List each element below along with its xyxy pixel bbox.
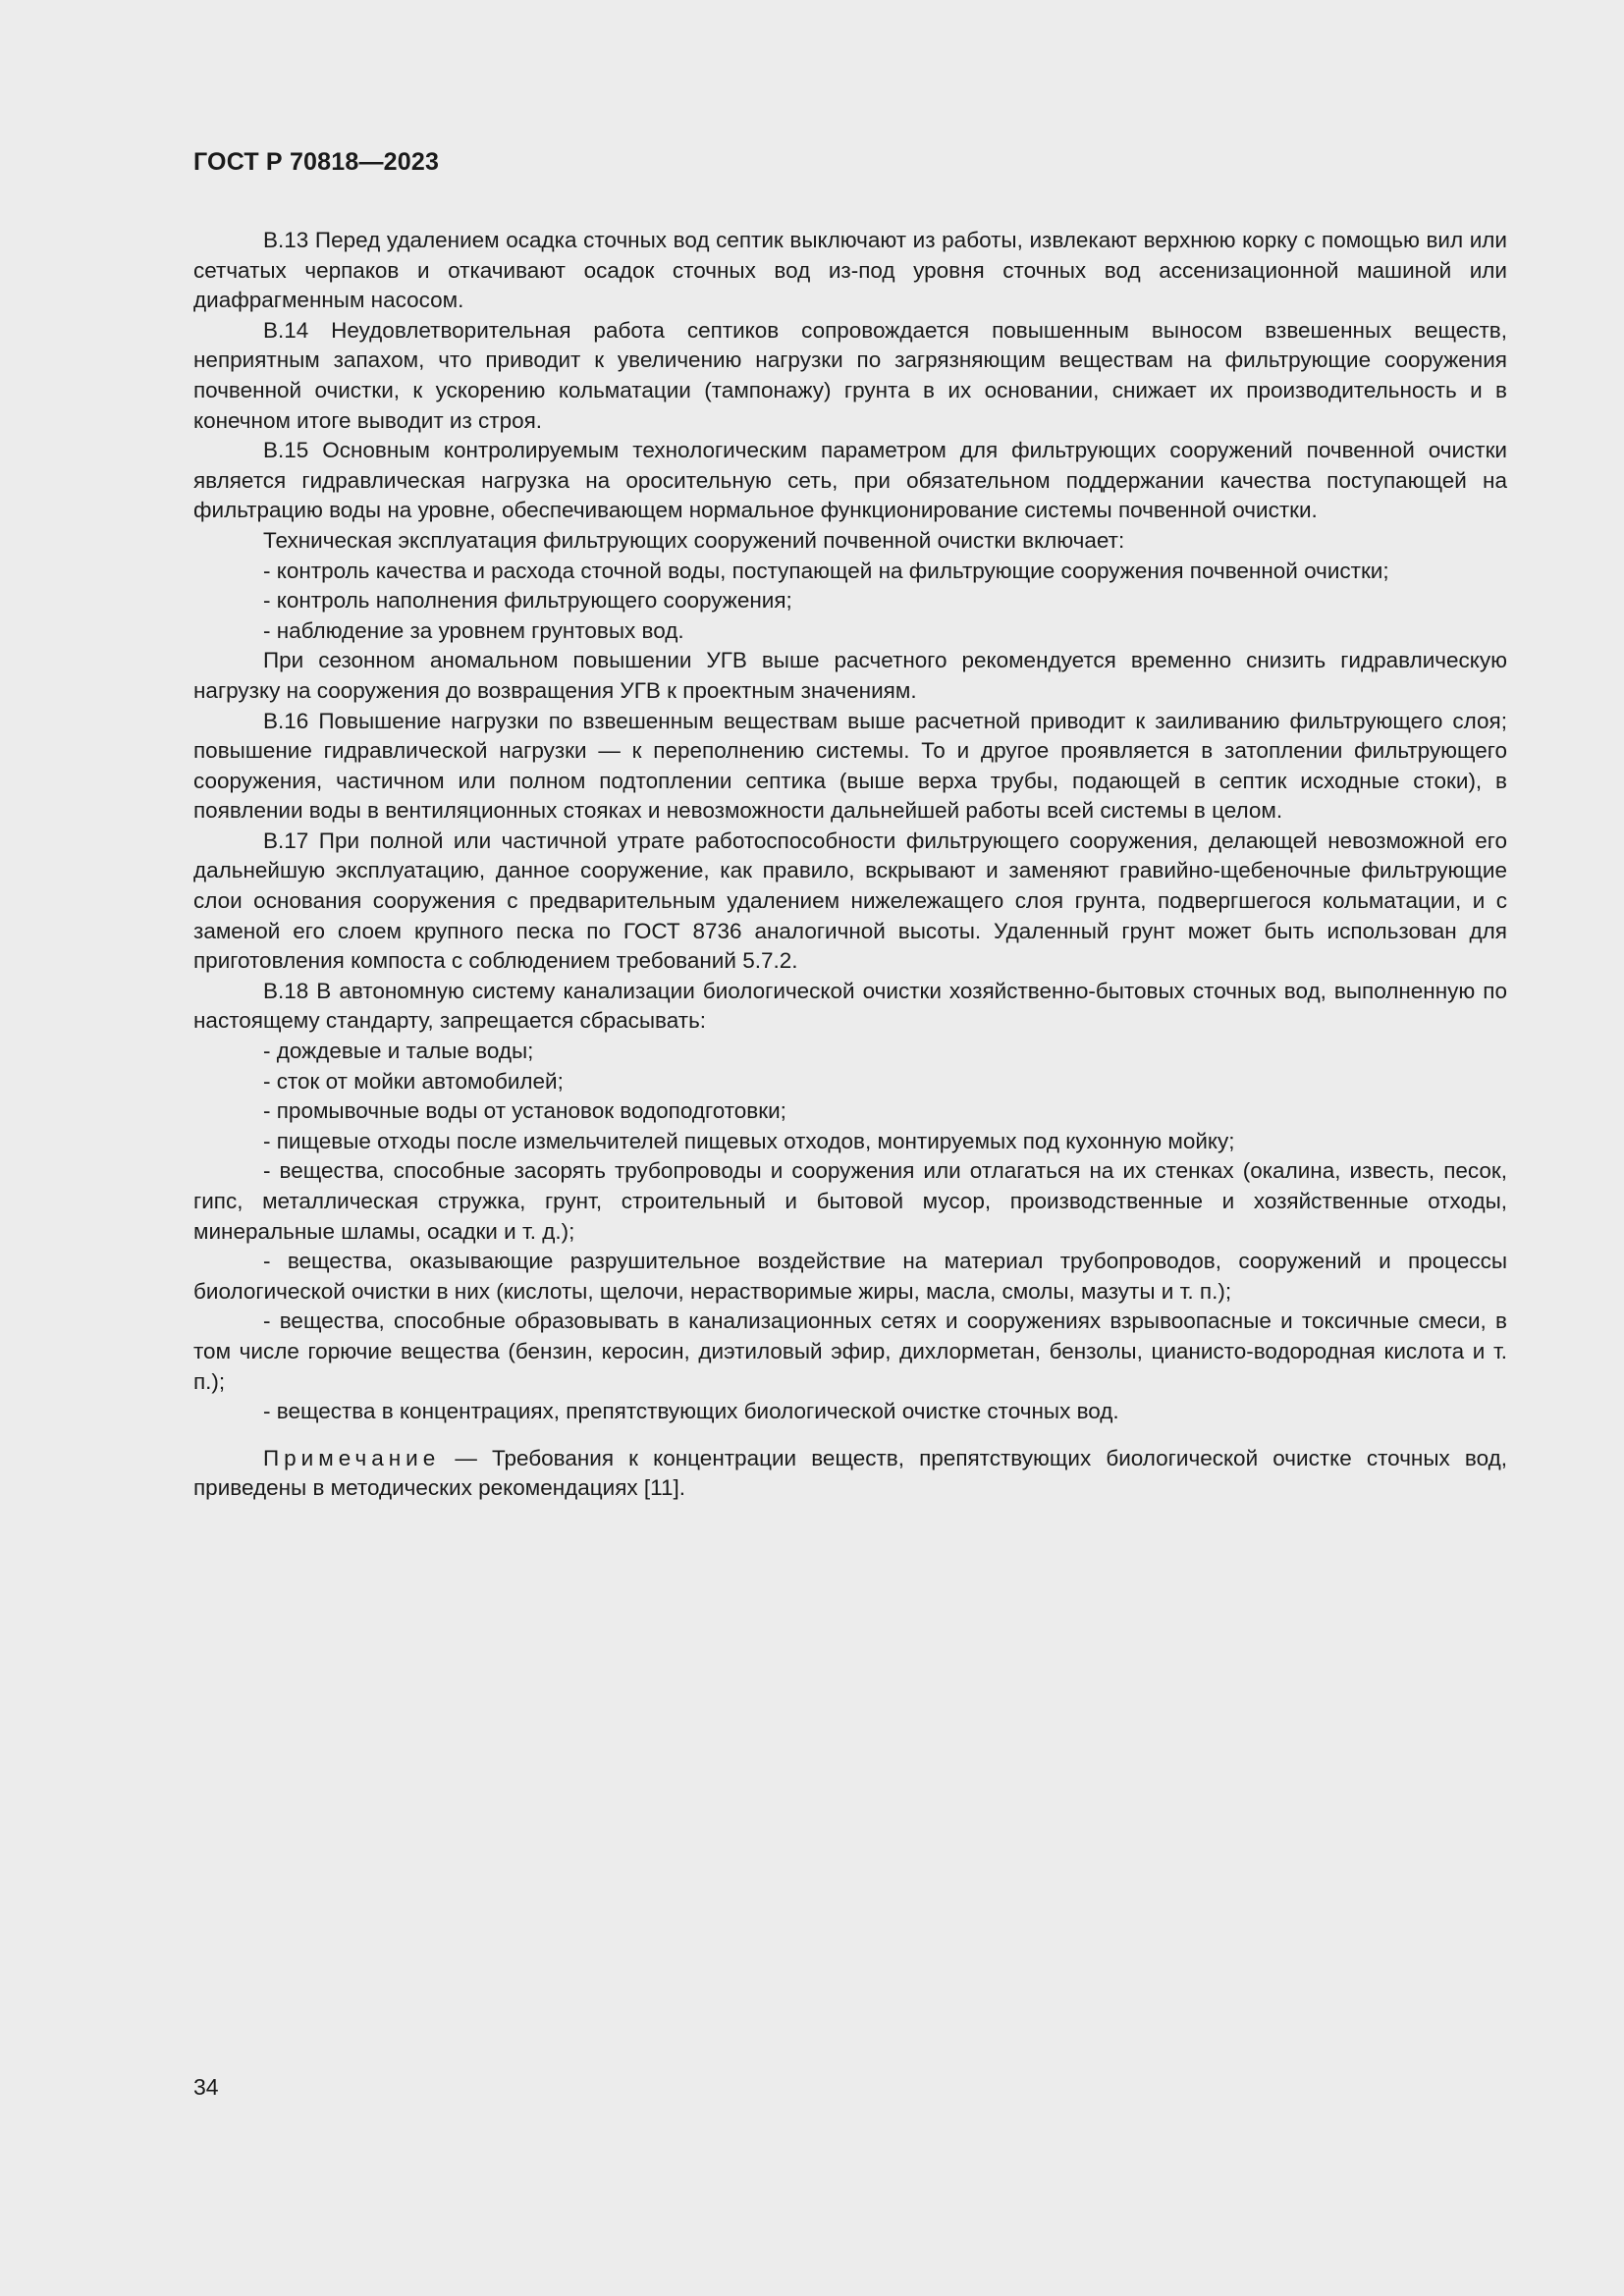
paragraph-b17: В.17 При полной или частичной утрате работоспособности фильтрующего сооружения, делающей невозможной его дальнейшую эксплуатацию, данное сооружение, как правило, вскрывают и заменяют гравийно-щебеночные фильтрующие слои основания сооружения с предварительным удалением нижележащего слоя грунта, подвергшегося кольматации, и с заменой его слоем крупного песка по ГОСТ 8736 аналогичной высоты. Удаленный грунт может быть использован для приготовления компоста с соблюдением требований 5.7.2. — [193, 828, 1507, 974]
list-item: - вещества в концентрациях, препятствующих биологической очистке сточных вод. — [263, 1399, 1119, 1424]
note-paragraph — [193, 1444, 1507, 1504]
list-item: - сток от мойки автомобилей; — [263, 1068, 564, 1094]
list-item: - вещества, способные засорять трубопроводы и сооружения или отлагаться на их стенках (окалина, известь, песок, гипс, металлическая стружка, грунт, строительный и бытовой мусор, производственные и хозяйственные отходы, минеральные шламы, осадки и т. д.); — [193, 1158, 1507, 1244]
paragraph-tech-intro: Техническая эксплуатация фильтрующих сооружений почвенной очистки включает: — [263, 527, 1125, 553]
paragraph-seasonal: При сезонном аномальном повышении УГВ выше расчетного рекомендуется временно снизить гидравлическую нагрузку на сооружения до возвращения УГВ к проектным значениям. — [193, 648, 1507, 703]
list-item: - дождевые и талые воды; — [263, 1039, 534, 1064]
document-header: ГОСТ Р 70818—2023 — [193, 148, 440, 176]
list-item: - вещества, оказывающие разрушительное воздействие на материал трубопроводов, сооружений и процессы биологической очистки в них (кислоты, щелочи, нерастворимые жиры, масла, смолы, мазуты и т. п.); — [193, 1249, 1507, 1304]
list-item: - контроль наполнения фильтрующего сооружения; — [263, 588, 792, 614]
page-number: 34 — [193, 2074, 219, 2100]
list-item: - наблюдение за уровнем грунтовых вод. — [263, 617, 684, 643]
list-item: - вещества, способные образовывать в канализационных сетях и сооружениях взрывоопасные и токсичные смеси, в том числе горючие вещества (бензин, керосин, диэтиловый эфир, дихлорметан, бензолы, цианисто-водородная кислота и т. п.); — [193, 1308, 1507, 1394]
paragraph-b14: В.14 Неудовлетворительная работа септиков сопровождается повышенным выносом взвешенных веществ, неприятным запахом, что приводит к увеличению нагрузки по загрязняющим веществам на фильтрующие сооружения почвенной очистки, к ускорению кольматации (тампонажу) грунта в их основании, снижает их производительность и в конечном итоге выводит из строя. — [193, 317, 1507, 433]
paragraph-b13: В.13 Перед удалением осадка сточных вод септик выключают из работы, извлекают верхнюю корку с помощью вил или сетчатых черпаков и откачивают осадок сточных вод из-под уровня сточных вод ассенизационной машиной или диафрагменным насосом. — [193, 228, 1507, 313]
list-item: - промывочные воды от установок водоподготовки; — [263, 1098, 786, 1124]
paragraph-b16: В.16 Повышение нагрузки по взвешенным веществам выше расчетной приводит к заиливанию фильтрующего слоя; повышение гидравлической нагрузки — к переполнению системы. То и другое проявляется в затоплении фильтрующего сооружения, частичном или полном подтоплении септика (выше верха трубы, подающей в септик исходные стоки), в появлении воды в вентиляционных стояках и невозможности дальнейшей работы всей системы в целом. — [193, 708, 1507, 824]
paragraph-b15: В.15 Основным контролируемым технологическим параметром для фильтрующих сооружений почвенной очистки является гидравлическая нагрузка на оросительную сеть, при обязательном поддержании качества поступающей на фильтрацию воды на уровне, обеспечивающем нормальное функционирование системы почвенной очистки. — [193, 438, 1507, 523]
list-item: - контроль качества и расхода сточной воды, поступающей на фильтрующие сооружения почвенной очистки; — [263, 558, 1389, 583]
note-text: — Требования к концентрации веществ, препятствующих биологической очистке сточных вод, приведены в методических рекомендациях [11]. — [193, 1445, 1507, 1501]
note-label: Примечание — [263, 1445, 441, 1470]
document-body — [193, 226, 1507, 1504]
paragraph-b18: В.18 В автономную систему канализации биологической очистки хозяйственно-бытовых сточных вод, выполненную по настоящему стандарту, запрещается сбрасывать: — [193, 978, 1507, 1034]
list-item: - пищевые отходы после измельчителей пищевых отходов, монтируемых под кухонную мойку; — [263, 1128, 1235, 1153]
